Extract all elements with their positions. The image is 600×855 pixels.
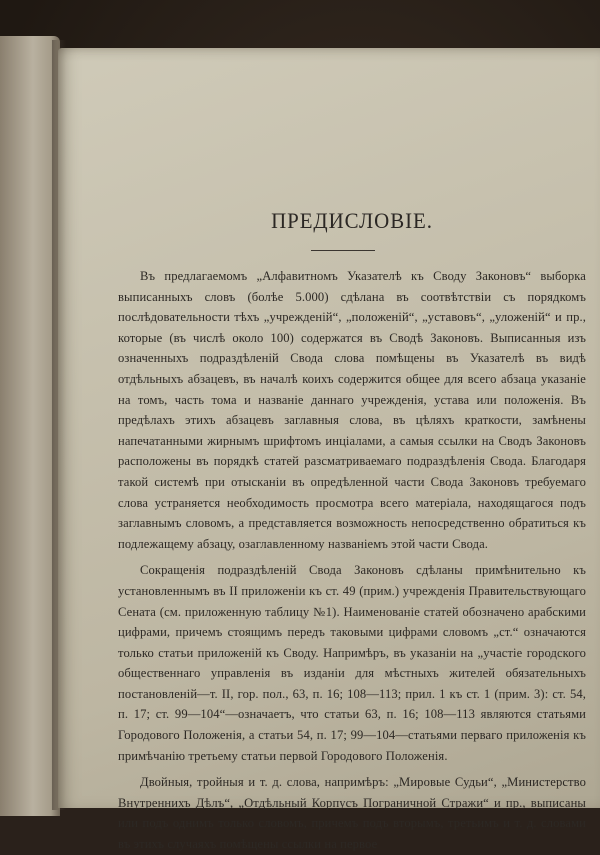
book-page xyxy=(58,48,600,852)
body-text xyxy=(118,266,586,855)
title-rule xyxy=(311,250,375,251)
paragraph-3: Двойныя, тройныя и т. д. слова, напримѣръ: „Мировые Судьи“, „Министерство Внутреннихъ Дѣлъ“, „Отдѣльный Корпусъ Пограничной Стражи“ и пр., выписаны или подъ однимъ только словомъ, причемъ подъ вторымъ, третьимъ и т. д. словами въ этихъ случаяхъ помѣщены ссылки на первое xyxy=(118,775,586,852)
paragraph-1: Въ предлагаемомъ „Алфавитномъ Указателѣ къ Своду Законовъ“ выборка выписанныхъ словъ (болѣе 5.000) сдѣлана въ соотвѣтствіи съ порядкомъ послѣдовательности тѣхъ „учрежденій“, „положеній“, „уставовъ“, „уложеній“ и пр., которые (въ числѣ около 100) содержатся въ Сводѣ Законовъ. Выписанныя изъ означенныхъ подраздѣленій Свода слова помѣщены въ Указателѣ въ видѣ отдѣльныхъ абзацевъ, въ началѣ коихъ содержится общее для всего абзаца указаніе на томъ, часть тома и названіе даннаго учрежденія, устава или положенія. Въ предѣлахъ этихъ абзацевъ заглавныя слова, въ цѣляхъ краткости, замѣнены напечатанными жирнымъ шрифтомъ инціалами, а самыя ссылки на Сводъ Законовъ расположены въ порядкѣ статей разсматриваемаго подраздѣленія Свода. Благодаря такой системѣ при отысканіи въ опредѣленной части Свода Законовъ требуемаго слова устраняется необходимость просмотра всего матеріала, находящагося подъ заглавнымъ словомъ, а представляется возможность непосредственно обратиться къ подлежащему абзацу, озаглавленному названіемъ этой части Свода. xyxy=(118,269,586,551)
paragraph-2: Сокращенія подраздѣленій Свода Законовъ сдѣланы примѣнительно къ установленнымъ въ II приложеніи къ ст. 49 (прим.) учрежденія Правительствующаго Сената (см. приложенную таблицу №1). Наименованіе статей обозначено арабскими цифрами, причемъ стоящимъ передъ таковыми цифрами словомъ „ст.“ означаются только статьи приложеній къ Своду. Напримѣръ, въ указаніи на „участіе городского общественнаго управленія въ изданіи для мѣстныхъ жителей обязательныхъ постановленій—т. II, гор. пол., 63, п. 16; 108—113; прил. 1 къ ст. 1 (прим. 3): ст. 54, п. 17; ст. 99—104“—означаетъ, что статьи 63, п. 16; 108—113 являются статьями Городового Положенія, а статьи 54, п. 17; 99—104—статьями перваго приложенія къ примѣчанію третьему статьи первой Городового Положенія. xyxy=(118,563,586,763)
page-title: ПРЕДИСЛОВІЕ. xyxy=(271,208,433,233)
book-gutter xyxy=(52,40,66,810)
left-page-edge xyxy=(0,36,60,816)
